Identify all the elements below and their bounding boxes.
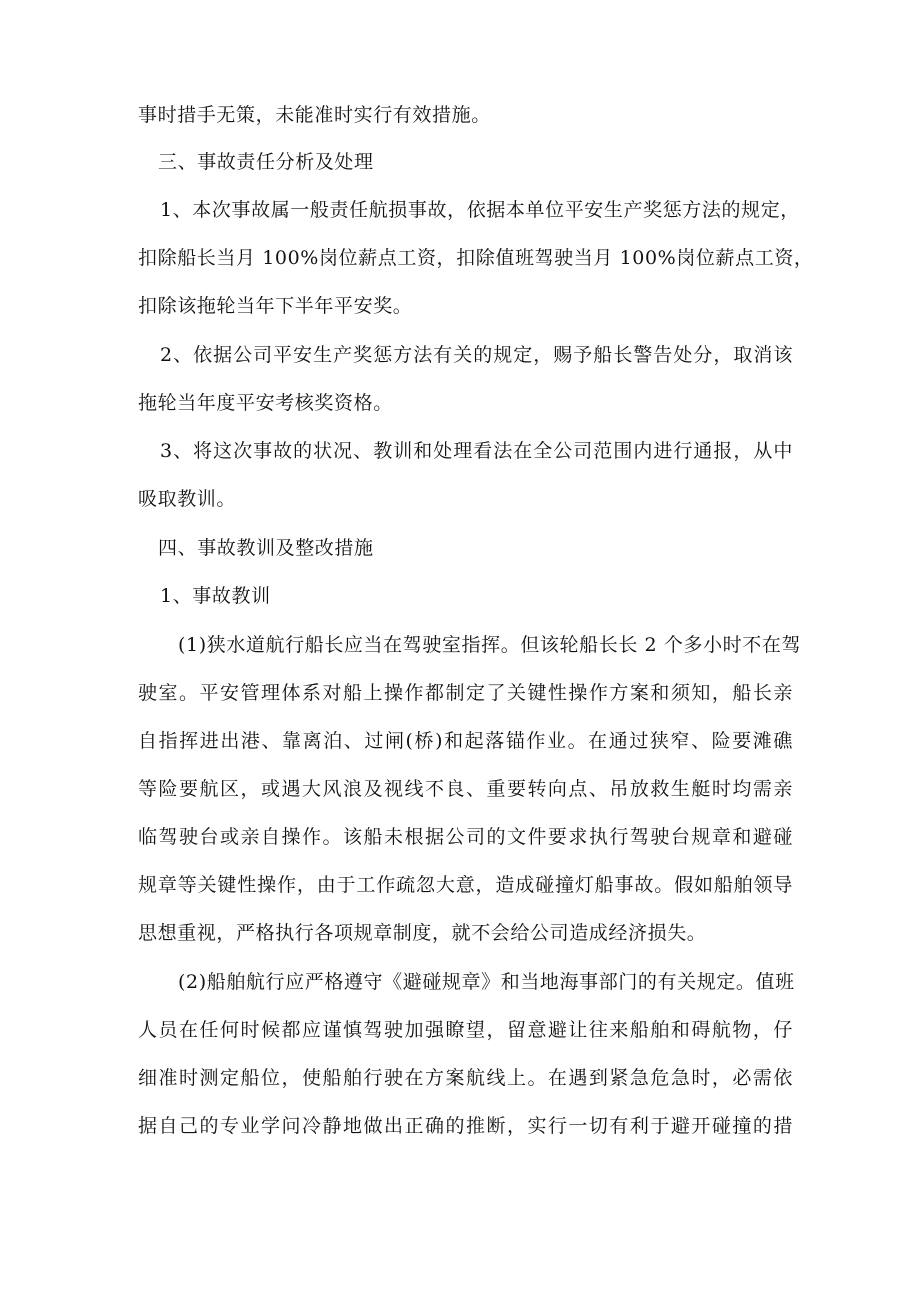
subsection-heading: 1、事故教训 xyxy=(160,585,271,607)
paragraph-line: 3、将这次事故的状况、教训和处理看法在全公司范围内进行通报，从中 xyxy=(160,440,793,462)
paragraph-line: 据自己的专业学问冷静地做出正确的推断，实行一切有利于避开碰撞的措 xyxy=(138,1115,793,1137)
paragraph-line: (1)狭水道航行船长应当在驾驶室指挥。但该轮船长长 2 个多小时不在驾 xyxy=(178,634,802,656)
section-heading: 三、事故责任分析及处理 xyxy=(158,151,374,173)
paragraph-line: 思想重视，严格执行各项规章制度，就不会给公司造成经济损失。 xyxy=(138,922,707,944)
paragraph-line: 1、本次事故属一般责任航损事故，依据本单位平安生产奖惩方法的规定， xyxy=(160,199,800,221)
paragraph-line: 吸取教训。 xyxy=(138,488,237,510)
section-heading: 四、事故教训及整改措施 xyxy=(158,537,374,559)
paragraph-line: 事时措手无策，未能准时实行有效措施。 xyxy=(138,104,491,126)
paragraph-line: 扣除船长当月 100%岗位薪点工资，扣除值班驾驶当月 100%岗位薪点工资， xyxy=(138,247,814,269)
paragraph-line: (2)船舶航行应严格遵守《避碰规章》和当地海事部门的有关规定。值班 xyxy=(178,971,795,993)
paragraph-line: 等险要航区，或遇大风浪及视线不良、重要转向点、吊放救生艇时均需亲 xyxy=(138,778,793,800)
paragraph-line: 2、依据公司平安生产奖惩方法有关的规定，赐予船长警告处分，取消该 xyxy=(160,344,793,366)
paragraph-line: 细准时测定船位，使船舶行驶在方案航线上。在遇到紧急危急时，必需依 xyxy=(138,1067,793,1089)
paragraph-line: 扣除该拖轮当年下半年平安奖。 xyxy=(138,295,413,317)
paragraph-line: 驶室。平安管理体系对船上操作都制定了关键性操作方案和须知，船长亲 xyxy=(138,682,793,704)
paragraph-line: 拖轮当年度平安考核奖资格。 xyxy=(138,392,393,414)
paragraph-line: 临驾驶台或亲自操作。该船未根据公司的文件要求执行驾驶台规章和避碰 xyxy=(138,826,793,848)
paragraph-line: 人员在任何时候都应谨慎驾驶加强瞭望，留意避让往来船舶和碍航物，仔 xyxy=(138,1019,793,1041)
paragraph-line: 自指挥进出港、靠离泊、过闸(桥)和起落锚作业。在通过狭窄、险要滩礁 xyxy=(138,730,793,752)
paragraph-line: 规章等关键性操作，由于工作疏忽大意，造成碰撞灯船事故。假如船舶领导 xyxy=(138,874,793,896)
